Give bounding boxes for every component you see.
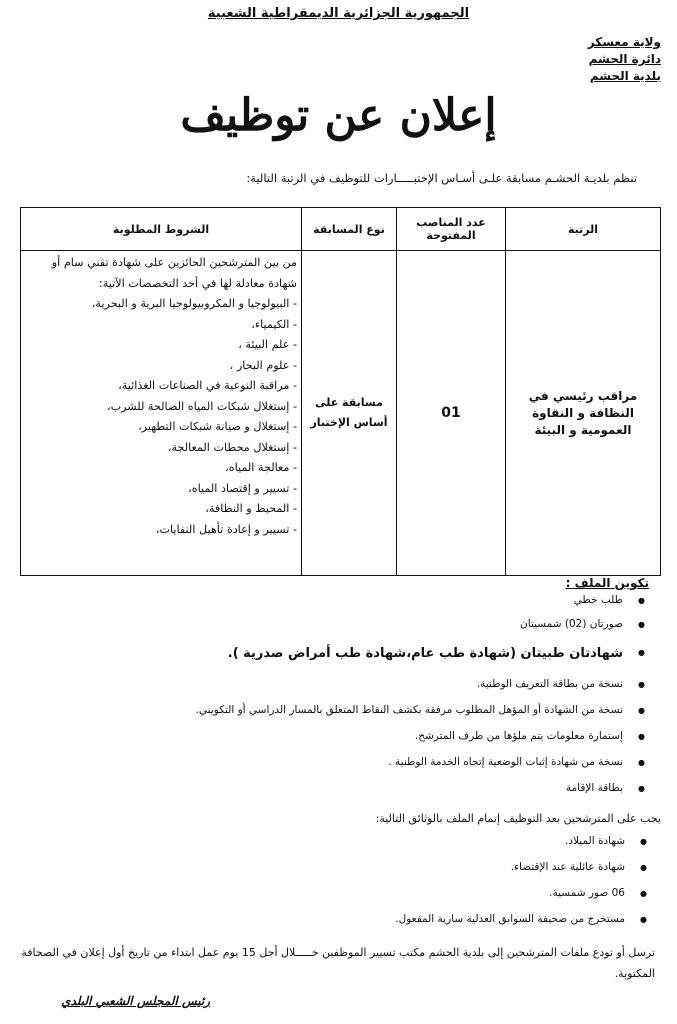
list-item: ● شهادتان طبيتان (شهادة طب عام،شهادة طب أمراض صدرية ). xyxy=(19,646,623,678)
republic-header xyxy=(0,6,677,21)
list-item: ● نسخة من شهادة إثبات الوضعية إتجاه الخدمة الوطنية . xyxy=(19,756,623,782)
condition-item: - الكيمياء، xyxy=(25,315,297,336)
list-item: ● صورتان (02) شمسيتان xyxy=(19,618,623,646)
commune-label: بلدية الحشم xyxy=(589,69,661,83)
after-list xyxy=(21,835,661,935)
dossier-title: تكوين الملف : xyxy=(565,576,649,590)
wilaya-label: ولاية معسكر xyxy=(587,35,661,49)
cell-grade: مراقب رئيسي في النظافة و النقاوة العمومية و البيئة xyxy=(506,251,661,576)
condition-item: - معالجة المياه، xyxy=(25,458,297,479)
list-item: ● 06 صور شمسية. xyxy=(21,887,625,913)
republic-text: الجمهورية الجزائرية الديمقراطية الشعبية xyxy=(207,6,470,21)
header-posts: عدد المناصب المفتوحة xyxy=(397,208,506,251)
header-conditions: الشروط المطلوبة xyxy=(21,208,302,251)
administrative-block xyxy=(588,34,661,85)
header-competition: نوع المسابقة xyxy=(302,208,397,251)
condition-item: - علم البيئة ، xyxy=(25,335,297,356)
daira-label: دائرة الحشم xyxy=(588,52,661,66)
condition-item: - تسيير و إقتصاد المياه، xyxy=(25,479,297,500)
dossier-section xyxy=(19,576,649,804)
list-item: ● إستمارة معلومات يتم ملؤها من طرف المترشح. xyxy=(19,730,623,756)
condition-item: - مراقبة النوعية في الصناعات الغذائية، xyxy=(25,376,297,397)
condition-item: - إستغلال محطات المعالجة، xyxy=(25,438,297,459)
condition-item: - إستغلال شبكات المياه الصالحة للشرب، xyxy=(25,397,297,418)
list-item: ● بطاقة الإقامة xyxy=(19,782,623,804)
list-item: ● طلب خطي xyxy=(19,594,623,618)
table-header-row xyxy=(21,208,661,251)
list-item: ● مستخرج من صحيفة السوابق العدلية سارية المفعول. xyxy=(21,913,625,935)
list-item: ● نسخة من الشهادة أو المؤهل المطلوب مرفقة بكشف النقاط المتعلق بالمسار الدراسي أو التكويني. xyxy=(19,704,623,730)
condition-item: - علوم البحار ، xyxy=(25,356,297,377)
header-grade: الرتبة xyxy=(506,208,661,251)
list-item: ● نسخة من بطاقة التعريف الوطنية. xyxy=(19,678,623,704)
cell-competition: مسابقة على أساس الإختبار xyxy=(302,251,397,576)
after-section xyxy=(21,812,661,935)
cell-conditions xyxy=(21,251,302,576)
signature-label: رئيس المجلس الشعبي البلدي xyxy=(61,994,210,1008)
condition-item: - البيولوجيا و المكروبيولوجيا البرية و البحرية، xyxy=(25,294,297,315)
after-title: يجب على المترشحين بعد التوظيف إتمام الملف بالوثائق التالية: xyxy=(375,812,661,825)
positions-table xyxy=(20,207,661,576)
page-title: إعلان عن توظيف xyxy=(180,90,497,141)
list-item: ● شهادة عائلية عند الإقتضاء. xyxy=(21,861,625,887)
submission-note: ترسل أو تودع ملفات المترشحين إلى بلدية الحشم مكتب تسيير الموظفين خـــــلال أجل 15 يوم عمل ابتداء من تاريخ أول إعلان في الصحافة المكتوبة. xyxy=(21,946,655,980)
cell-posts: 01 xyxy=(397,251,506,576)
condition-item: - المحيط و النظافة، xyxy=(25,499,297,520)
dossier-list xyxy=(19,594,649,804)
condition-item: - إستغلال و صيانة شبكات التطهير، xyxy=(25,417,297,438)
conditions-intro: من بين المترشحين الحائزين على شهادة تقني سام أو شهادة معادلة لها في أحد التخصصات الآتية: xyxy=(51,256,297,290)
intro-text: تنظم بلديـة الحشـم مسابقة علـى أسـاس الإختبـــــارات للتوظيف في الرتبة التالية: xyxy=(246,171,637,185)
list-item: ● شهادة الميلاد. xyxy=(21,835,625,861)
condition-item: - تسيير و إعادة تأهيل النفايات، xyxy=(25,520,297,541)
table-row xyxy=(21,251,661,576)
